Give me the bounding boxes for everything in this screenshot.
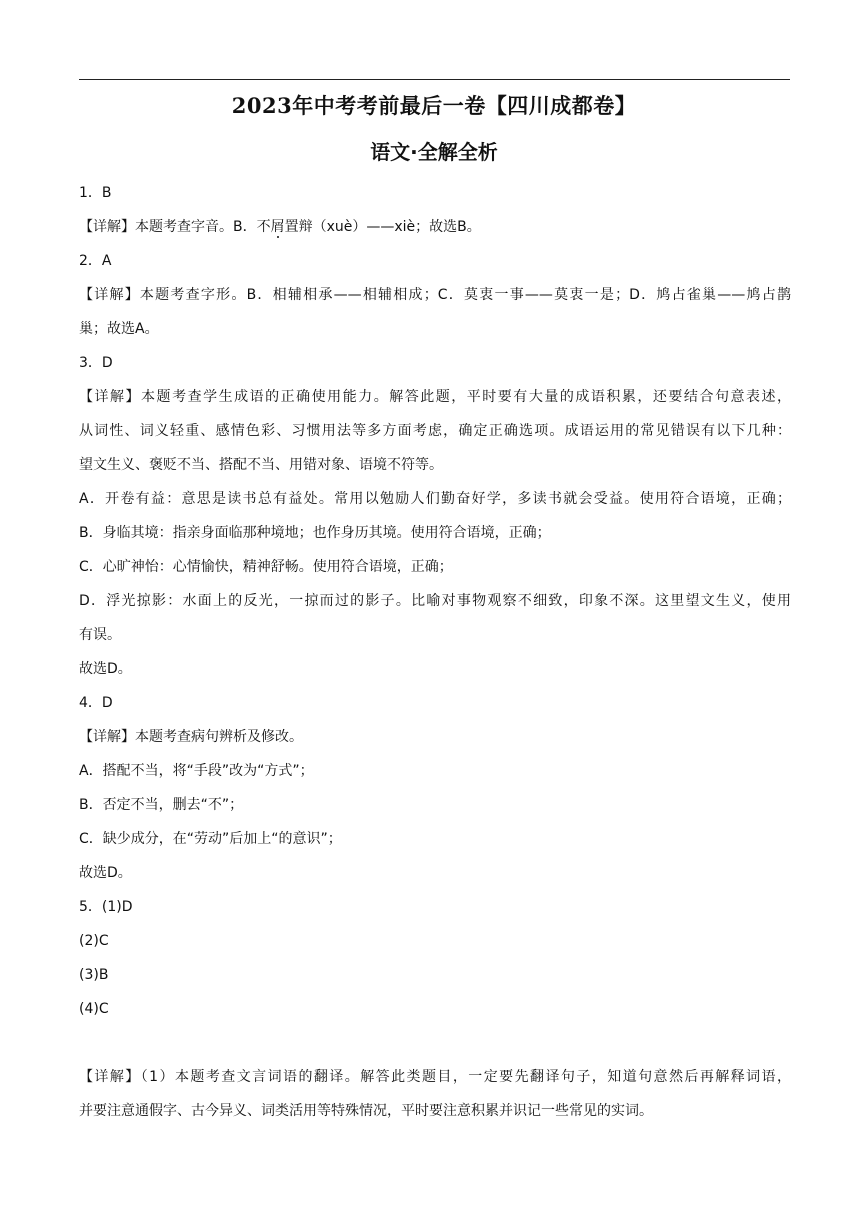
option-a-4: A．搭配不当，将“手段”改为“方式”； [79,763,314,779]
option-c-4: C．缺少成分，在“劳动”后加上“的意识”； [79,831,342,847]
document-subtitle: 语文·全解全析 [370,140,498,164]
header-rule [79,79,790,80]
explanation-2-line-2: 巢；故选A。 [79,321,159,337]
option-b-4: B．否定不当，删去“不”； [79,797,244,813]
answer-5-2: (2)C [79,933,109,949]
answer-5-1: 5．(1)D [79,899,133,915]
answer-4: 4．D [79,695,113,711]
answer-1: 1．B [79,185,112,201]
explanation-1-text-a: 【详解】本题考查字音。B．不 [79,219,271,235]
spacer [79,1026,791,1060]
explanation-2-line-1: 【详解】本题考查字形。B．相辅相承——相辅相成；C．莫衷一事——莫衷一是；D．鸠占雀巢——鸠占鹊 [79,287,791,303]
answer-5-3: (3)B [79,967,109,983]
conclusion-4: 故选D。 [79,865,132,881]
option-a: A．开卷有益：意思是读书总有益处。常用以勉励人们勤奋好学，多读书就会受益。使用符合语境，正确； [79,491,791,507]
conclusion-3: 故选D。 [79,661,132,677]
explanation-3-line-2: 从词性、词义轻重、感情色彩、习惯用法等多方面考虑，确定正确选项。成语运用的常见错误有以下几种： [79,423,791,439]
explanation-3-line-3: 望文生义、褒贬不当、搭配不当、用错对象、语境不符等。 [79,457,443,473]
emphasis-char: 屑 [270,219,285,235]
document-title: 2023年中考考前最后一卷【四川成都卷】 [231,93,637,118]
option-d-line-1: D．浮光掠影：水面上的反光，一掠而过的影子。比喻对事物观察不细致，印象不深。这里望文生义，使用 [79,593,791,609]
document-body [79,176,791,1128]
option-b: B．身临其境：指亲身面临那种境地；也作身历其境。使用符合语境，正确； [79,525,551,541]
explanation-1 [79,210,791,244]
option-d-line-2: 有误。 [79,627,121,643]
option-c: C．心旷神怡：心情愉快，精神舒畅。使用符合语境，正确； [79,559,453,575]
explanation-4: 【详解】本题考查病句辨析及修改。 [79,729,303,745]
explanation-3-line-1: 【详解】本题考查学生成语的正确使用能力。解答此题，平时要有大量的成语积累，还要结合句意表述， [79,389,791,405]
answer-2: 2．A [79,253,112,269]
explanation-5-line-2: 并要注意通假字、古今异义、词类活用等特殊情况，平时要注意积累并识记一些常见的实词。 [79,1103,653,1119]
explanation-1-text-b: 置辩（xuè）——xiè；故选B。 [284,219,481,235]
answer-3: 3．D [79,355,113,371]
explanation-5-line-1: 【详解】（1）本题考查文言词语的翻译。解答此类题目，一定要先翻译句子，知道句意然后再解释词语， [79,1069,791,1085]
answer-5-4: (4)C [79,1001,109,1017]
